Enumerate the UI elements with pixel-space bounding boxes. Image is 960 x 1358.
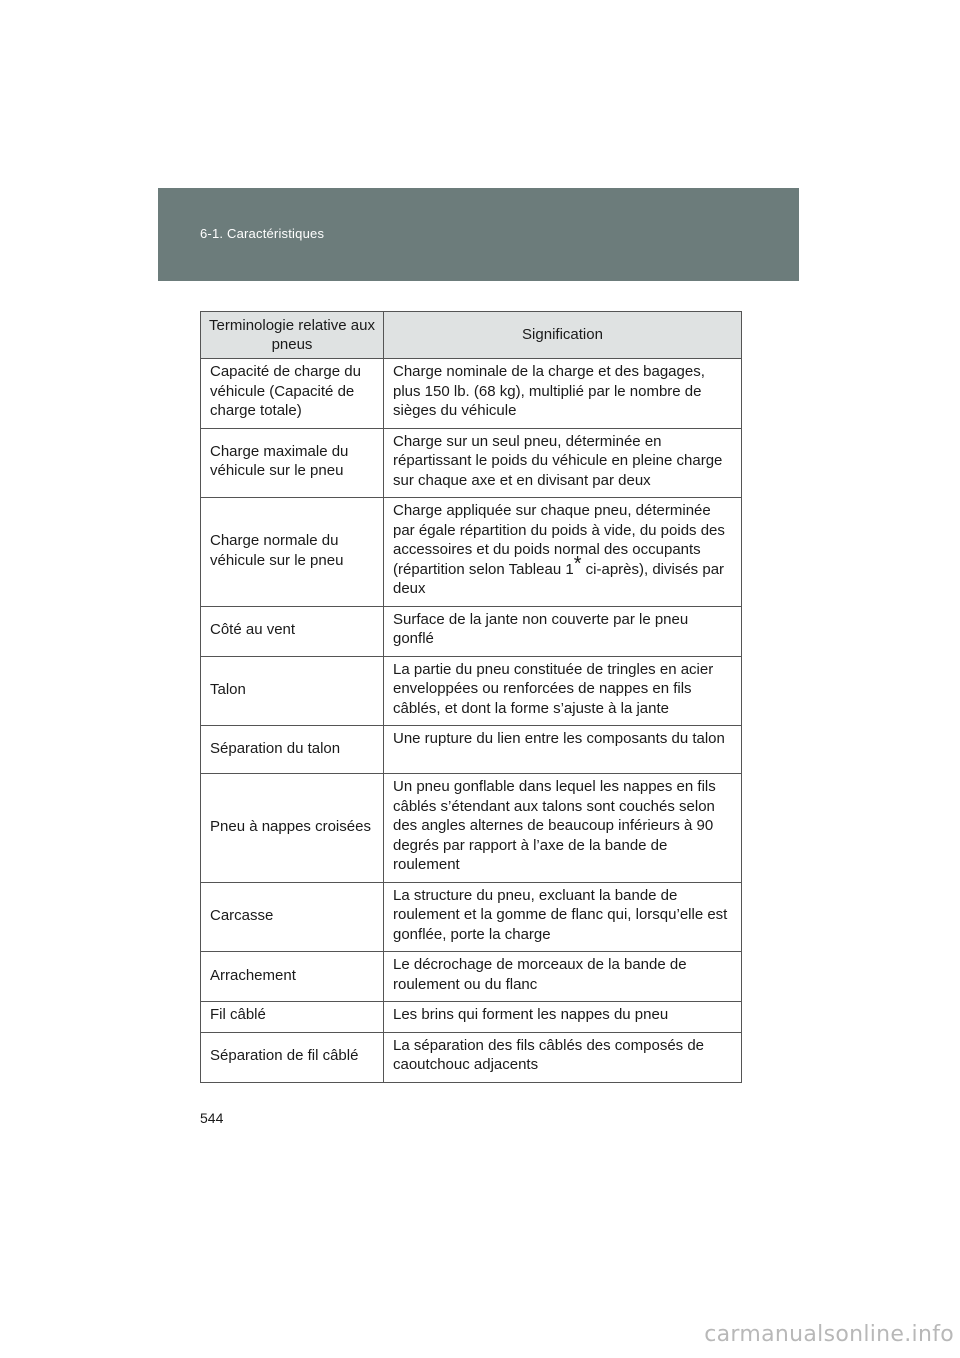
meaning-text: Charge appliquée sur chaque pneu, déterminée par égale répartition du poids à vide, du poids des accessoires et du poids normal des occupants (répartition selon Tableau 1 bbox=[393, 502, 725, 578]
meaning-cell: Les brins qui forment les nappes du pneu bbox=[384, 1002, 742, 1033]
term-cell: Fil câblé bbox=[201, 1002, 384, 1033]
term-cell: Carcasse bbox=[201, 882, 384, 952]
term-cell: Charge normale du véhicule sur le pneu bbox=[201, 498, 384, 607]
term-cell: Capacité de charge du véhicule (Capacité de charge totale) bbox=[201, 359, 384, 429]
table-row bbox=[201, 774, 742, 883]
meaning-cell: Surface de la jante non couverte par le pneu gonflé bbox=[384, 606, 742, 656]
meaning-cell: Un pneu gonflable dans lequel les nappes en fils câblés s’étendant aux talons sont couchés selon des angles alternes de beaucoup inférieurs à 90 degrés par rapport à l’axe de la bande de roulement bbox=[384, 774, 742, 883]
table-row bbox=[201, 726, 742, 774]
chapter-header-band bbox=[158, 188, 799, 281]
term-cell: Talon bbox=[201, 656, 384, 726]
column-header-meaning: Signification bbox=[384, 312, 742, 359]
term-cell: Séparation de fil câblé bbox=[201, 1032, 384, 1082]
table-row bbox=[201, 1002, 742, 1033]
table-row bbox=[201, 359, 742, 429]
table-row bbox=[201, 952, 742, 1002]
table-row bbox=[201, 656, 742, 726]
table-row bbox=[201, 606, 742, 656]
term-cell: Côté au vent bbox=[201, 606, 384, 656]
meaning-text-cont: ci-après), divisés par deux bbox=[393, 560, 725, 597]
tire-terminology-table bbox=[200, 311, 742, 1083]
term-cell: Pneu à nappes croisées bbox=[201, 774, 384, 883]
meaning-cell: La partie du pneu constituée de tringles en acier enveloppées ou renforcées de nappes en fils câblés, et dont la forme s’ajuste à la jante bbox=[384, 656, 742, 726]
watermark-text: carmanualsonline.info bbox=[704, 1322, 954, 1347]
meaning-cell bbox=[384, 498, 742, 607]
term-cell: Charge maximale du véhicule sur le pneu bbox=[201, 428, 384, 498]
meaning-cell: Charge sur un seul pneu, déterminée en répartissant le poids du véhicule en pleine charge sur chaque axe et en divisant par deux bbox=[384, 428, 742, 498]
meaning-cell: La structure du pneu, excluant la bande de roulement et la gomme de flanc qui, lorsqu’elle est gonflée, porte la charge bbox=[384, 882, 742, 952]
table-row bbox=[201, 498, 742, 607]
column-header-term: Terminologie relative aux pneus bbox=[201, 312, 384, 359]
term-cell: Séparation du talon bbox=[201, 726, 384, 774]
section-title: 6-1. Caractéristiques bbox=[200, 226, 325, 241]
meaning-cell: Une rupture du lien entre les composants du talon bbox=[384, 726, 742, 774]
table-row bbox=[201, 428, 742, 498]
table-row bbox=[201, 882, 742, 952]
term-cell: Arrachement bbox=[201, 952, 384, 1002]
footnote-asterisk: * bbox=[573, 552, 582, 575]
meaning-cell: Charge nominale de la charge et des bagages, plus 150 lb. (68 kg), multiplié par le nombre de sièges du véhicule bbox=[384, 359, 742, 429]
table-row bbox=[201, 1032, 742, 1082]
meaning-cell: Le décrochage de morceaux de la bande de roulement ou du flanc bbox=[384, 952, 742, 1002]
meaning-cell: La séparation des fils câblés des composés de caoutchouc adjacents bbox=[384, 1032, 742, 1082]
table-header-row bbox=[201, 312, 742, 359]
page-number: 544 bbox=[200, 1110, 224, 1126]
